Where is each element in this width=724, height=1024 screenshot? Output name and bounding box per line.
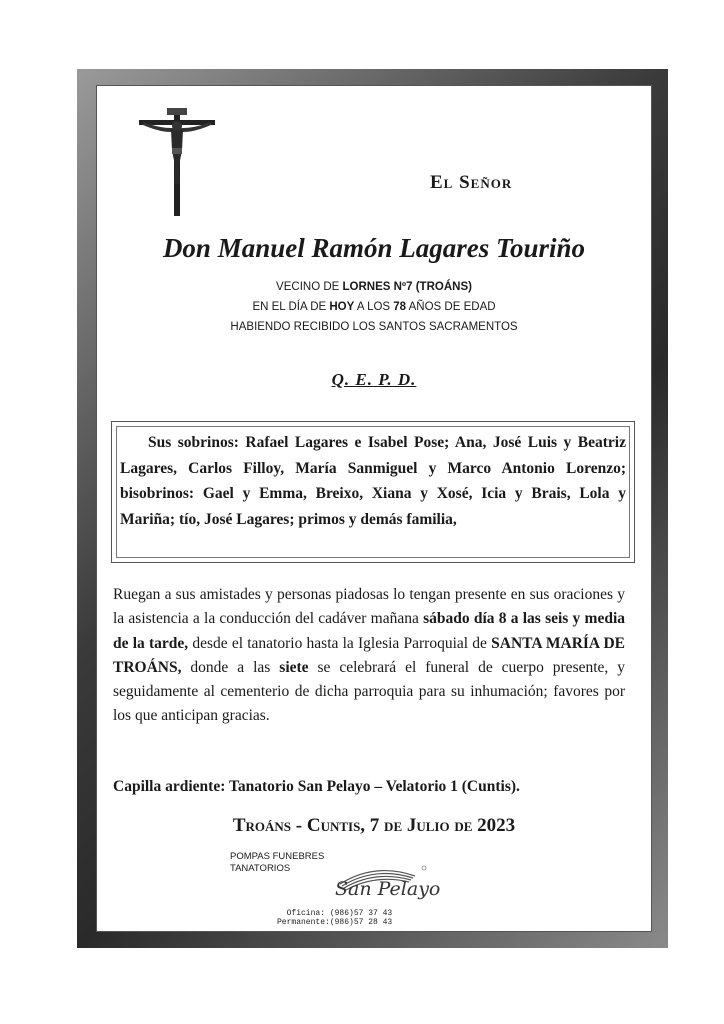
age-line: EN EL DÍA DE HOY A LOS 78 AÑOS DE EDAD bbox=[252, 301, 496, 313]
phone-numbers: Oficina: (986)57 37 43 Permanente: (986)57 28 43 bbox=[277, 909, 393, 927]
funeral-home-label bbox=[230, 851, 324, 875]
place-date: Troáns - Cuntis, 7 de Julio de 2023 bbox=[232, 815, 516, 836]
sacraments-line: HABIENDO RECIBIDO LOS SANTOS SACRAMENTOS bbox=[230, 321, 518, 333]
chapel-line: Capilla ardiente: Tanatorio San Pelayo – Velatorio 1 (Cuntis). bbox=[113, 778, 520, 795]
san-pelayo-logo-text: San Pelayo bbox=[335, 878, 441, 900]
family-list: Sus sobrinos: Rafael Lagares e Isabel Pose; Ana, José Luis y Beatriz Lagares, Carlos Filloy, María Sanmiguel y Marco Antonio Lorenzo; bisobrinos: Gael y Emma, Breixo, Xiana y Xosé, Icia y Brais, Lola y Mariña; tío, José Lagares; primos y demás familia, bbox=[120, 434, 626, 528]
crucifix-icon bbox=[137, 104, 217, 216]
heading-el-senor: El Señor bbox=[430, 172, 513, 193]
invitation-paragraph: Ruegan a sus amistades y personas piadosas lo tengan presente en sus oraciones y la asistencia a la conducción del cadáver mañana sábado día 8 a las seis y media de la tarde, desde el tanatorio hasta la Iglesia Parroquial de SANTA MARÍA DE TROÁNS, donde a las siete se celebrará el funeral de cuerpo presente, y seguidamente al cementerio de dicha parroquia para su inhumación; favores por los que anticipan gracias. bbox=[113, 586, 625, 725]
qepd-label: Q. E. P. D. bbox=[331, 370, 417, 389]
deceased-name: Don Manuel Ramón Lagares Touriño bbox=[162, 233, 586, 263]
funeral-home-line1: POMPAS FUNEBRES bbox=[230, 851, 325, 862]
funeral-home-line2: TANATORIOS bbox=[230, 863, 291, 874]
residence-line: VECINO DE LORNES Nº7 (TROÁNS) bbox=[276, 281, 472, 293]
